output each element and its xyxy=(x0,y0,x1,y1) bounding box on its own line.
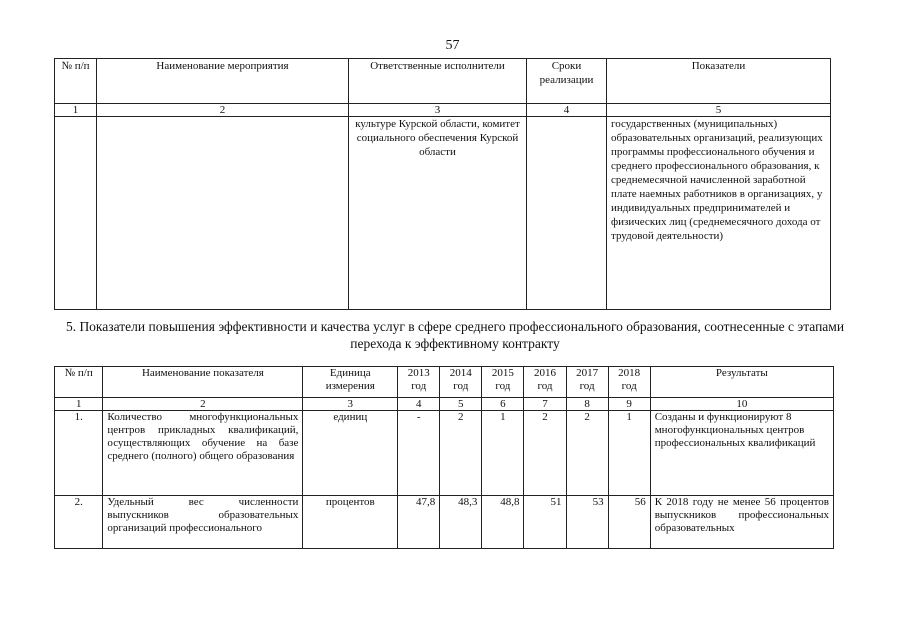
header-period: Сроки реализации xyxy=(527,59,607,104)
col-number: 10 xyxy=(650,398,833,411)
header-num: № п/п xyxy=(55,59,97,104)
header-year-2015: 2015 год xyxy=(482,367,524,398)
header-year-2014: 2014 год xyxy=(440,367,482,398)
col-number: 6 xyxy=(482,398,524,411)
col-number: 4 xyxy=(398,398,440,411)
row-value-2014: 2 xyxy=(440,411,482,496)
row-executors: культуре Курской области, комитет социального обеспечения Курской области xyxy=(349,117,527,310)
col-number: 1 xyxy=(55,398,103,411)
row-num xyxy=(55,117,97,310)
header-year-2017: 2017 год xyxy=(566,367,608,398)
row-value-2016: 51 xyxy=(524,496,566,549)
col-number: 5 xyxy=(440,398,482,411)
col-number: 3 xyxy=(303,398,398,411)
header-executors: Ответственные исполнители xyxy=(349,59,527,104)
row-value-2017: 2 xyxy=(566,411,608,496)
table-header-row xyxy=(55,367,834,398)
row-indicator-name: Количество многофункциональных центров прикладных квалификаций, осуществляющих обучение на базе среднего (полного) общего образования xyxy=(103,411,303,496)
col-number: 1 xyxy=(55,104,97,117)
table-row xyxy=(55,117,831,310)
page-number: 57 xyxy=(445,38,460,53)
row-result: Созданы и функционируют 8 многофункциональных центров профессиональных квалификаций xyxy=(650,411,833,496)
header-activity-name: Наименование мероприятия xyxy=(97,59,349,104)
row-value-2018: 1 xyxy=(608,411,650,496)
row-result: К 2018 году не менее 56 процентов выпускников профессиональных образовательных xyxy=(650,496,833,549)
section-heading: 5. Показатели повышения эффективности и качества услуг в сфере среднего профессионального образования, соотнесенные с этапами перехода к эффективному контракту xyxy=(65,319,845,351)
row-period xyxy=(527,117,607,310)
table-row xyxy=(55,411,834,496)
header-results: Результаты xyxy=(650,367,833,398)
column-numbers-row xyxy=(55,104,831,117)
row-value-2017: 53 xyxy=(566,496,608,549)
col-number: 4 xyxy=(527,104,607,117)
row-indicators: государственных (муниципальных) образовательных организаций, реализующих программы профессионального обучения и среднего профессионального образования, к среднемесячной начисленной заработной плате наемных работников в организациях, у индивидуальных предпринимателей и физических лиц (среднемесячного дохода от трудовой деятельности) xyxy=(607,117,831,310)
col-number: 5 xyxy=(607,104,831,117)
row-value-2016: 2 xyxy=(524,411,566,496)
table-header-row xyxy=(55,59,831,104)
col-number: 3 xyxy=(349,104,527,117)
column-numbers-row xyxy=(55,398,834,411)
row-value-2015: 48,8 xyxy=(482,496,524,549)
header-indicator-name: Наименование показателя xyxy=(103,367,303,398)
row-value-2014: 48,3 xyxy=(440,496,482,549)
row-unit: единиц xyxy=(303,411,398,496)
indicators-table xyxy=(54,366,834,549)
col-number: 2 xyxy=(97,104,349,117)
row-num: 2. xyxy=(55,496,103,549)
col-number: 9 xyxy=(608,398,650,411)
row-indicator-name: Удельный вес численности выпускников образовательных организаций профессионального xyxy=(103,496,303,549)
activities-table xyxy=(54,58,831,310)
header-num: № п/п xyxy=(55,367,103,398)
row-value-2015: 1 xyxy=(482,411,524,496)
col-number: 7 xyxy=(524,398,566,411)
header-year-2016: 2016 год xyxy=(524,367,566,398)
header-unit: Единица измерения xyxy=(303,367,398,398)
row-value-2013: 47,8 xyxy=(398,496,440,549)
header-year-2018: 2018 год xyxy=(608,367,650,398)
col-number: 8 xyxy=(566,398,608,411)
header-year-2013: 2013 год xyxy=(398,367,440,398)
row-unit: процентов xyxy=(303,496,398,549)
row-value-2013: - xyxy=(398,411,440,496)
row-num: 1. xyxy=(55,411,103,496)
row-activity-name xyxy=(97,117,349,310)
col-number: 2 xyxy=(103,398,303,411)
header-indicators: Показатели xyxy=(607,59,831,104)
table-row xyxy=(55,496,834,549)
row-value-2018: 56 xyxy=(608,496,650,549)
